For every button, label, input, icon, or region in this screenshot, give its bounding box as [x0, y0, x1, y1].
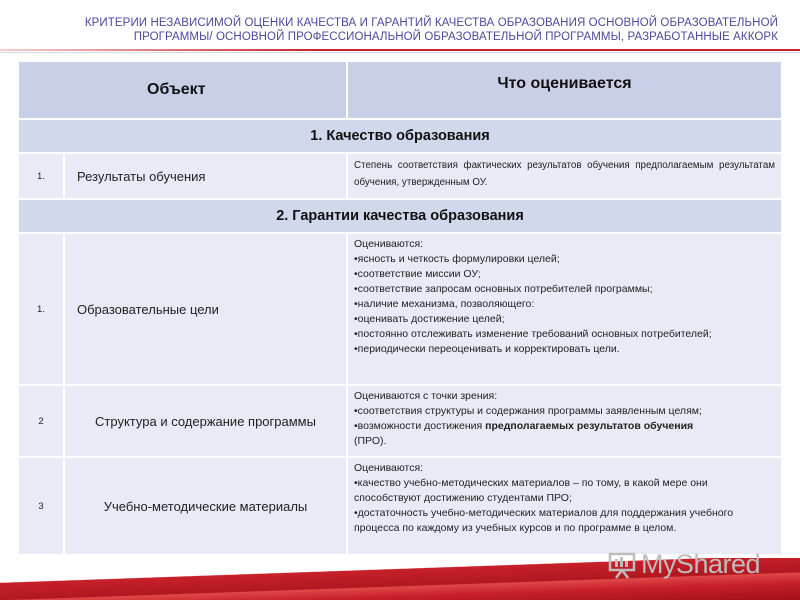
desc-text: •возможности достижения: [354, 420, 483, 432]
section2-title: 2. Гарантии качества образования: [19, 200, 781, 232]
watermark-logo: [607, 549, 760, 580]
slide-title-line2: ПРОГРАММЫ/ ОСНОВНОЙ ПРОФЕССИОНАЛЬНОЙ ОБРАЗОВАТЕЛЬНОЙ ПРОГРАММЫ, РАЗРАБОТАННЫЕ АККОРК: [133, 31, 778, 43]
row-number: 1.: [19, 154, 63, 198]
desc-line: •соответствие миссии ОУ;: [354, 268, 481, 280]
presentation-icon: [607, 550, 637, 580]
desc-line: •ясность и четкость формулировки целей;: [354, 253, 560, 265]
row-number: 2: [19, 386, 63, 456]
section-row: [19, 200, 781, 232]
desc-line: •постоянно отслеживать изменение требований основных потребителей;: [354, 328, 712, 340]
desc-line: •соответствие запросам основных потребителей программы;: [354, 283, 653, 295]
table-row: [19, 154, 781, 198]
table-row: [19, 234, 781, 384]
criteria-table: [17, 60, 783, 556]
desc-line: (ПРО).: [354, 435, 387, 447]
row-object: Образовательные цели: [65, 234, 346, 384]
row-description: [348, 386, 781, 456]
desc-line: •периодически переоценивать и корректировать цели.: [354, 343, 620, 355]
desc-line: •соответствия структуры и содержания программы заявленным целям;: [354, 405, 702, 417]
section-row: [19, 120, 781, 152]
title-divider: [0, 49, 800, 51]
desc-line: Оцениваются с точки зрения:: [354, 390, 498, 402]
desc-line: Оцениваются:: [354, 238, 424, 250]
slide-title: [60, 16, 778, 44]
desc-bold: предполагаемых результатов обучения: [485, 420, 694, 432]
slide-title-line1: КРИТЕРИИ НЕЗАВИСИМОЙ ОЦЕНКИ КАЧЕСТВА И ГАРАНТИЙ КАЧЕСТВА ОБРАЗОВАНИЯ ОСНОВНОЙ ОБРАЗОВАТЕЛЬНОЙ: [84, 17, 778, 29]
row-object: Учебно-методические материалы: [65, 458, 346, 554]
header-row: [19, 62, 781, 118]
header-evaluated: Что оценивается: [348, 62, 781, 118]
section1-title: 1. Качество образования: [19, 120, 781, 152]
row-description: [348, 458, 781, 554]
desc-line: Оцениваются:: [354, 462, 424, 474]
title-divider-thin: [0, 52, 800, 53]
row-description: [348, 234, 781, 384]
table-row: [19, 458, 781, 554]
desc-line: •качество учебно-методических материалов – по тому, в какой мере они способствуют достижению студентами ПРО;: [354, 477, 708, 504]
header-object: Объект: [19, 62, 346, 118]
row-number: 3: [19, 458, 63, 554]
row-object: Структура и содержание программы: [65, 386, 346, 456]
row-number: 1.: [19, 234, 63, 384]
desc-line: •достаточность учебно-методических материалов для поддержания учебного процесса по каждому из учебных курсов и по программе в целом.: [354, 507, 734, 534]
table-row: [19, 386, 781, 456]
row-object: Результаты обучения: [65, 154, 346, 198]
row-description: Степень соответствия фактических результатов обучения предполагаемым результатам обучения, утвержденным ОУ.: [348, 154, 781, 198]
desc-line: •наличие механизма, позволяющего:: [354, 298, 535, 310]
watermark-text: MyShared: [640, 549, 760, 579]
desc-line: •оценивать достижение целей;: [354, 313, 505, 325]
desc-line: [354, 419, 775, 434]
